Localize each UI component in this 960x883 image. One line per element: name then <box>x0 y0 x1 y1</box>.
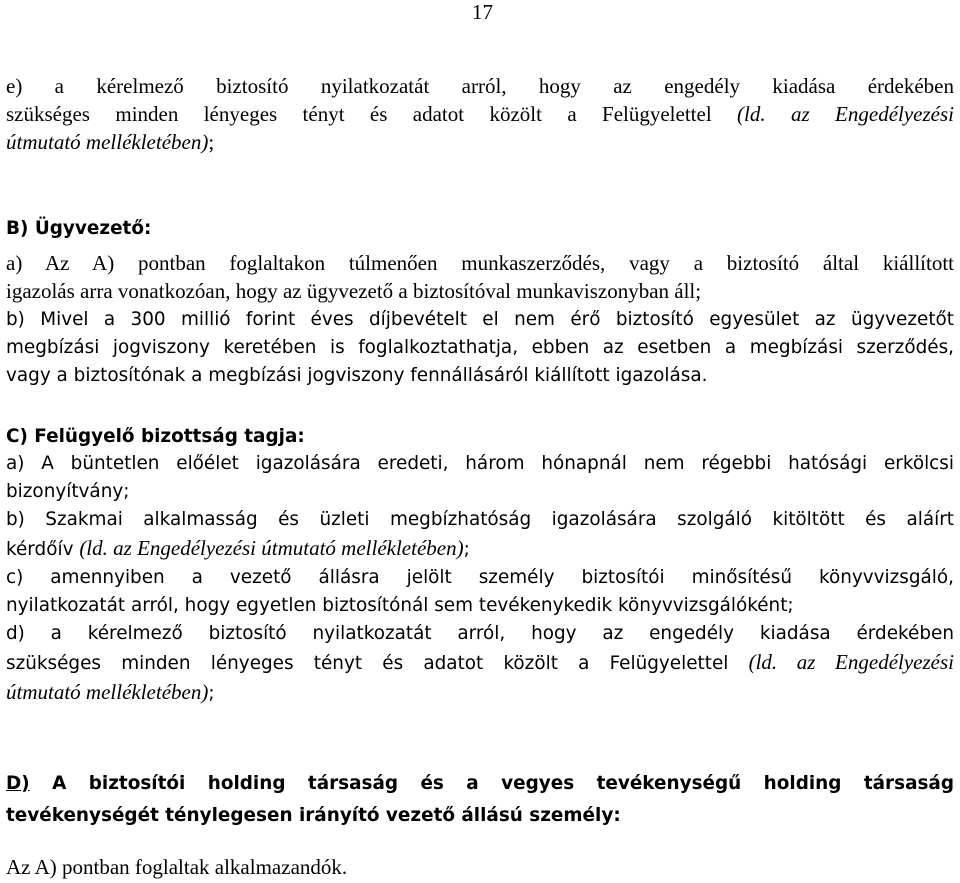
section-c-item-d-line-3 <box>6 678 954 708</box>
section-d-heading-prefix: D) <box>6 773 30 794</box>
section-c-item-d-line-2 <box>6 648 954 678</box>
section-d-heading-line-2: tevékenységét ténylegesen irányító vezető állású személy: <box>6 805 621 826</box>
section-b-item-b-line-1: b) Mivel a 300 millió forint éves díjbevételt el nem érő biztosító egyesület az ügyvezetőt <box>6 309 954 330</box>
section-b-item-a <box>6 249 954 305</box>
section-c-item-c-line-1: c) amennyiben a vezető állásra jelölt személy biztosítói minősítésű könyvvizsgáló, <box>6 567 954 588</box>
section-b-item-b <box>6 306 954 390</box>
item-e-line-1: e) a kérelmező biztosító nyilatkozatát arról, hogy az engedély kiadása érdekében <box>6 74 954 98</box>
section-c-item-b-line-2-text: kérdőív <box>6 539 80 560</box>
item-e-line-2-text: szükséges minden lényeges tényt és adatot közölt a Felügyelettel <box>6 102 738 126</box>
section-c-item-b-line-1: b) Szakmai alkalmasság és üzleti megbízhatóság igazolására szolgáló kitöltött és aláírt <box>6 509 954 530</box>
item-e-line-3-text: ; <box>208 130 215 154</box>
section-c-item-d-line-2-text: szükséges minden lényeges tényt és adatot közölt a Felügyelettel <box>6 653 749 674</box>
item-e-paragraph <box>6 72 954 156</box>
section-c-item-d-line-2-italic: (ld. az Engedélyezési <box>748 650 954 674</box>
section-c-items <box>6 450 954 708</box>
section-b-item-a-line-2: igazolás arra vonatkozóan, hogy az ügyvezető a biztosítóval munkaviszonyban áll; <box>6 279 702 303</box>
section-c-item-a-line-1: a) A büntetlen előélet igazolására eredeti, három hónapnál nem régebbi hatósági erkölcsi <box>6 453 954 474</box>
item-e-line-3-italic: útmutató mellékletében) <box>6 130 209 154</box>
item-e-line-3 <box>6 128 954 156</box>
section-b-item-b-line-2: megbízási jogviszony keretében is foglalkoztathatja, ebben az esetben a megbízási szerződés, <box>6 337 954 358</box>
item-e-line-2 <box>6 100 954 128</box>
section-c-item-b-line-2-italic: (ld. az Engedélyezési útmutató mellékletében) <box>79 536 464 560</box>
section-c-item-d-line-1: d) a kérelmező biztosító nyilatkozatát arról, hogy az engedély kiadása érdekében <box>6 623 954 644</box>
section-c-item-b-line-2-end: ; <box>463 539 470 560</box>
section-d-heading-line-1-text: A biztosítói holding társaság és a vegyes tevékenységű holding társaság <box>29 773 954 794</box>
section-b-item-a-line-1: a) Az A) pontban foglaltakon túlmenően munkaszerződés, vagy a biztosító által kiállított <box>6 251 954 275</box>
section-b-heading: B) Ügyvezető: <box>6 218 152 239</box>
section-c-item-b-line-2 <box>6 534 954 564</box>
section-b-item-b-line-3: vagy a biztosítónak a megbízási jogviszony fennállásáról kiállított igazolása. <box>6 365 708 386</box>
section-c-item-d-line-3-italic: útmutató mellékletében) <box>6 680 209 704</box>
section-d-heading-line-1 <box>6 768 954 800</box>
section-c-item-d-line-3-end: ; <box>208 683 215 704</box>
item-e-line-2-italic: (ld. az Engedélyezési <box>737 102 954 126</box>
section-c-item-a-line-2: bizonyítvány; <box>6 481 130 502</box>
section-d-heading <box>6 768 954 832</box>
section-c-heading: C) Felügyelő bizottság tagja: <box>6 426 305 447</box>
page-number: 17 <box>472 0 493 24</box>
section-d-body: Az A) pontban foglaltak alkalmazandók. <box>6 855 348 879</box>
section-c-item-c-line-2: nyilatkozatát arról, hogy egyetlen biztosítónál sem tevékenykedik könyvvizsgálóként; <box>6 595 794 616</box>
